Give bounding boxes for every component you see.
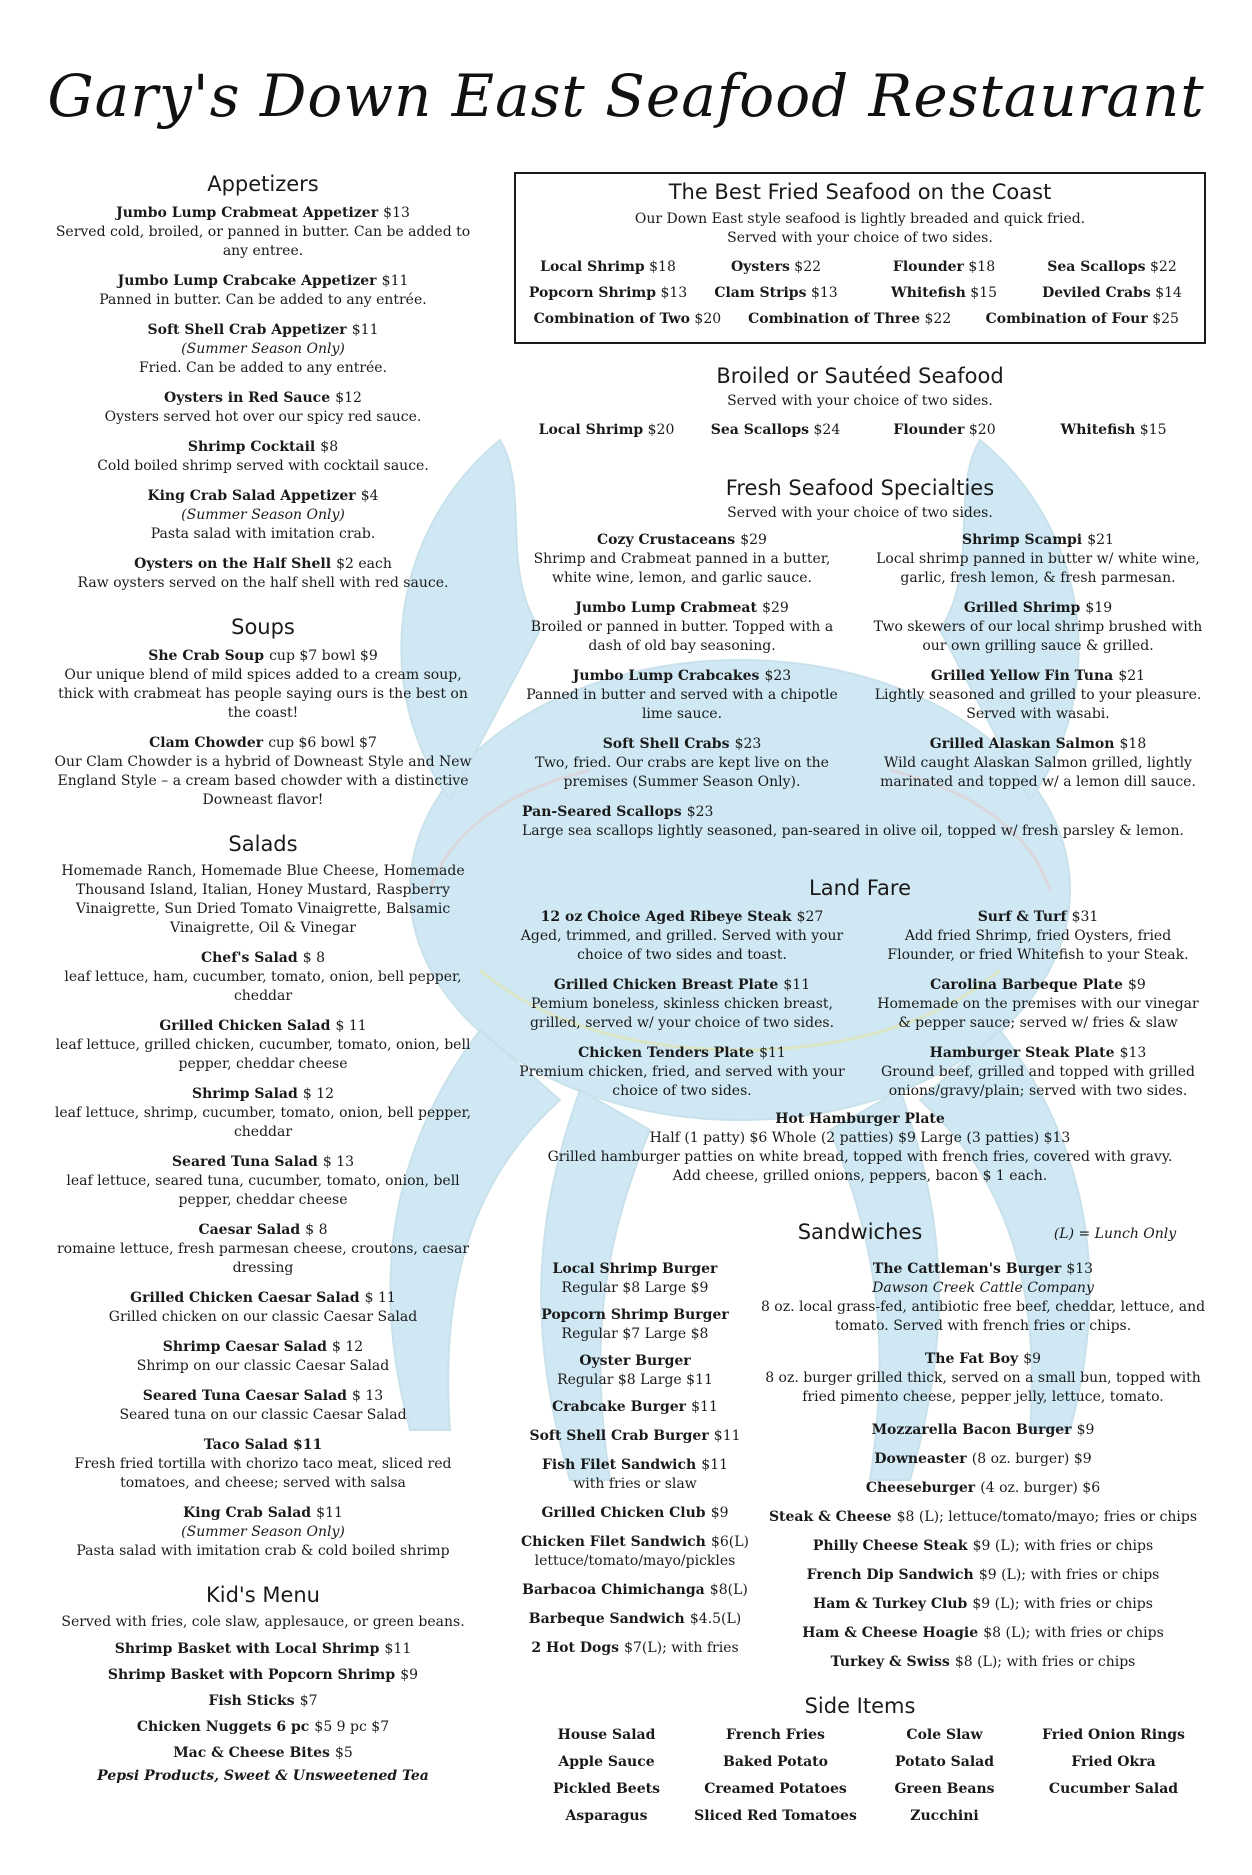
menu-item: Clam Chowder cup $6 bowl $7 Our Clam Chowder is a hybrid of Downeast Style and New England Style – a cream based chowder with a distinctive Downeast flavor! <box>54 735 472 808</box>
side-item: Sliced Red Tomatoes <box>694 1808 857 1824</box>
menu-item: Jumbo Lump Crabcake Appetizer $11 Panned in butter. Can be added to any entrée. <box>99 273 427 308</box>
menu-item: Fish Filet Sandwich $11 with fries or slaw <box>541 1457 729 1492</box>
menu-item: Grilled Yellow Fin Tuna $21 Lightly seasoned and grilled to your pleasure. Served with wasabi. <box>874 668 1202 722</box>
specialties-heading: Fresh Seafood Specialties <box>725 476 995 500</box>
menu-item: The Cattleman's Burger $13 Dawson Creek Cattle Company 8 oz. local grass-fed, antibiotic free beef, cheddar, lettuce, and tomato. Served with french fries or chips. <box>760 1261 1206 1334</box>
menu-item: Ham & Cheese Hoagie $8 (L); with fries or chips <box>802 1625 1164 1641</box>
menu-item: The Fat Boy $9 8 oz. burger grilled thick, served on a small bun, topped with fried pimento cheese, pepper jelly, lettuce, tomato. <box>765 1351 1201 1405</box>
side-item: Pickled Beets <box>553 1781 660 1797</box>
menu-item: Combination of Four $25 <box>985 311 1179 327</box>
drinks-note: Pepsi Products, Sweet & Unsweetened Tea <box>97 1768 429 1784</box>
menu-item: Shrimp Scampi $21 Local shrimp panned in butter w/ white wine, garlic, fresh lemon, & fresh parmesan. <box>876 532 1200 586</box>
menu-item: Soft Shell Crabs $23 Two, fried. Our crabs are kept live on the premises (Summer Season Only). <box>535 736 829 790</box>
sandwiches-left <box>514 1258 756 1666</box>
menu-item: Caesar Salad $ 8 romaine lettuce, fresh parmesan cheese, croutons, caesar dressing <box>56 1222 470 1276</box>
specialties-section <box>514 476 1206 841</box>
menu-item: Combination of Three $22 <box>748 311 952 327</box>
menu-item: Hamburger Steak Plate $13 Ground beef, grilled and topped with grilled onions/gravy/plain; served with two sides. <box>881 1045 1195 1099</box>
fried-heading: The Best Fried Seafood on the Coast <box>668 180 1052 204</box>
menu-item: Jumbo Lump Crabmeat Appetizer $13 Served cold, broiled, or panned in butter. Can be added to any entree. <box>55 205 471 259</box>
side-item: Fried Okra <box>1071 1754 1156 1770</box>
broiled-heading: Broiled or Sautéed Seafood <box>716 364 1004 388</box>
menu-item: Cozy Crustaceans $29 Shrimp and Crabmeat panned in a butter, white wine, lemon, and garlic sauce. <box>533 532 831 586</box>
menu-item: French Dip Sandwich $9 (L); with fries or chips <box>806 1567 1160 1583</box>
side-items-grid <box>514 1722 1206 1830</box>
menu-item: 12 oz Choice Aged Ribeye Steak $27 Aged, trimmed, and grilled. Served with your choice of two sides and toast. <box>520 909 844 963</box>
fried-intro-sides: Served with your choice of two sides. <box>727 230 993 246</box>
side-item: Cole Slaw <box>906 1727 983 1743</box>
menu-item: Shrimp Salad $ 12 leaf lettuce, shrimp, cucumber, tomato, onion, bell pepper, cheddar <box>54 1086 472 1140</box>
menu-item: Grilled Alaskan Salmon $18 Wild caught Alaskan Salmon grilled, lightly marinated and topped w/ a lemon dill sauce. <box>880 736 1196 790</box>
menu-item: Grilled Chicken Club $9 <box>541 1505 729 1521</box>
menu-item: Barbacoa Chimichanga $8(L) <box>522 1582 748 1598</box>
menu-item: Ham & Turkey Club $9 (L); with fries or chips <box>813 1596 1153 1612</box>
menu-item: Chicken Nuggets 6 pc $5 9 pc $7 <box>136 1719 390 1735</box>
soups-heading: Soups <box>231 615 295 639</box>
menu-item: Surf & Turf $31 Add fried Shrimp, fried Oysters, fried Flounder, or fried Whitefish to your Steak. <box>887 909 1189 963</box>
menu-item: Chicken Tenders Plate $11 Premium chicken, fried, and served with your choice of two sides. <box>519 1045 845 1099</box>
menu-item: Whitefish $15 <box>1060 422 1167 438</box>
fried-items <box>516 254 1204 306</box>
menu-item: Soft Shell Crab Appetizer $11 (Summer Season Only) Fried. Can be added to any entrée. <box>138 322 388 376</box>
kids-menu-heading: Kid's Menu <box>206 1583 320 1607</box>
land-fare-grid <box>514 906 1206 1110</box>
side-item: Asparagus <box>565 1808 648 1824</box>
side-item: Potato Salad <box>894 1754 995 1770</box>
lunch-only-note: (L) = Lunch Only <box>1053 1226 1177 1242</box>
side-item: House Salad <box>557 1727 656 1743</box>
side-item: French Fries <box>726 1727 825 1743</box>
menu-item: Combination of Two $20 <box>533 311 722 327</box>
menu-item: Popcorn Shrimp $13 <box>528 285 688 301</box>
broiled-items <box>514 417 1206 443</box>
menu-item: Fish Sticks $7 <box>208 1693 318 1709</box>
salads-heading: Salads <box>228 832 298 856</box>
menu-item: Sea Scallops $24 <box>710 422 841 438</box>
menu-item: 2 Hot Dogs $7(L); with fries <box>531 1640 739 1656</box>
fried-combinations <box>516 306 1204 332</box>
menu-item: Local Shrimp $20 <box>538 422 675 438</box>
specialties-grid <box>514 529 1206 801</box>
menu-item: Mozzarella Bacon Burger $9 <box>871 1422 1095 1438</box>
menu-item: Grilled Chicken Salad $ 11 leaf lettuce, grilled chicken, cucumber, tomato, onion, bell pepper, cheddar cheese <box>55 1018 471 1072</box>
menu-item: Soft Shell Crab Burger $11 <box>529 1428 741 1444</box>
menu-item: Grilled Chicken Caesar Salad $ 11 Grilled chicken on our classic Caesar Salad <box>108 1290 418 1325</box>
side-item: Fried Onion Rings <box>1042 1727 1185 1743</box>
menu-item: Chicken Filet Sandwich $6(L) lettuce/tomato/mayo/pickles <box>520 1534 749 1569</box>
menu-item: Shrimp Basket with Popcorn Shrimp $9 <box>107 1667 419 1683</box>
menu-item: King Crab Salad Appetizer $4 (Summer Season Only) Pasta salad with imitation crab. <box>147 488 379 542</box>
land-fare-heading: Land Fare <box>809 876 911 900</box>
left-column <box>48 172 478 1784</box>
menu-item: King Crab Salad $11 (Summer Season Only) Pasta salad with imitation crab & cold boiled shrimp <box>76 1505 450 1559</box>
menu-item: Chef's Salad $ 8 leaf lettuce, ham, cucumber, tomato, onion, bell pepper, cheddar <box>64 950 462 1004</box>
menu-item: Flounder $20 <box>893 422 996 438</box>
menu-item: Jumbo Lump Crabmeat $29 Broiled or panned in butter. Topped with a dash of old bay seasoning. <box>530 600 834 654</box>
menu-item: Grilled Chicken Breast Plate $11 Pemium boneless, skinless chicken breast, grilled, served w/ your choice of two sides. <box>529 977 835 1031</box>
menu-item: Shrimp Cocktail $8 Cold boiled shrimp served with cocktail sauce. <box>97 439 429 474</box>
menu-item: Whitefish $15 <box>890 285 998 301</box>
menu-item: Shrimp Caesar Salad $ 12 Shrimp on our classic Caesar Salad <box>136 1339 390 1374</box>
side-items-heading: Side Items <box>804 1694 916 1718</box>
menu-item: Taco Salad $11 Fresh fried tortilla with chorizo taco meat, sliced red tomatoes, and cheese; served with salsa <box>74 1437 452 1491</box>
specialties-intro: Served with your choice of two sides. <box>727 505 993 521</box>
menu-item: Seared Tuna Caesar Salad $ 13 Seared tuna on our classic Caesar Salad <box>119 1388 407 1423</box>
menu-item: Crabcake Burger $11 <box>552 1399 718 1415</box>
kids-intro: Served with fries, cole slaw, applesauce, or green beans. <box>61 1614 465 1630</box>
side-item: Cucumber Salad <box>1048 1781 1179 1797</box>
sandwiches-heading: Sandwiches <box>797 1220 923 1244</box>
menu-item: Local Shrimp Burger Regular $8 Large $9 <box>552 1261 718 1296</box>
menu-item: Barbeque Sandwich $4.5(L) <box>528 1611 742 1627</box>
side-item: Creamed Potatoes <box>704 1781 847 1797</box>
menu-item: Oysters in Red Sauce $12 Oysters served hot over our spicy red sauce. <box>104 390 422 425</box>
fried-intro: Our Down East style seafood is lightly breaded and quick fried. <box>634 211 1086 227</box>
menu-item: Pan-Seared Scallops $23 Large sea scallops lightly seasoned, pan-seared in olive oil, topped w/ fresh parsley & lemon. <box>522 804 1184 839</box>
menu-item: Local Shrimp $18 <box>540 259 676 275</box>
restaurant-title: Gary's Down East Seafood Restaurant <box>47 62 1205 130</box>
menu-item: Cheeseburger (4 oz. burger) $6 <box>865 1480 1101 1496</box>
menu-item: Turkey & Swiss $8 (L); with fries or chips <box>830 1654 1136 1670</box>
menu-item: Sea Scallops $22 <box>1047 259 1177 275</box>
land-fare-section <box>514 876 1206 1186</box>
side-item: Green Beans <box>894 1781 995 1797</box>
menu-item: Hot Hamburger Plate Half (1 patty) $6 Whole (2 patties) $9 Large (3 patties) $13 Grilled hamburger patties on white bread, topped with french fries, covered with gravy. Add cheese, grilled onions, peppers, bacon $ 1 each. <box>547 1111 1173 1184</box>
side-item: Baked Potato <box>722 1754 828 1770</box>
appetizers-heading: Appetizers <box>207 172 319 196</box>
menu-item: Flounder $18 <box>892 259 996 275</box>
menu-item: Mac & Cheese Bites $5 <box>173 1745 353 1761</box>
menu-item: Steak & Cheese $8 (L); lettuce/tomato/mayo; fries or chips <box>768 1509 1198 1525</box>
fried-seafood-box <box>514 172 1206 344</box>
menu-item: Seared Tuna Salad $ 13 leaf lettuce, seared tuna, cucumber, tomato, onion, bell pepper, cheddar cheese <box>66 1154 460 1208</box>
menu-item: Deviled Crabs $14 <box>1042 285 1182 301</box>
menu-item: Oysters $22 <box>730 259 822 275</box>
menu-item: She Crab Soup cup $7 bowl $9 Our unique blend of mild spices added to a cream soup, thick with crabmeat has people saying ours is the best on the coast! <box>58 648 468 721</box>
side-items-section <box>514 1694 1206 1830</box>
sandwiches-right <box>760 1258 1206 1680</box>
broiled-intro: Served with your choice of two sides. <box>727 393 993 409</box>
menu-item: Popcorn Shrimp Burger Regular $7 Large $8 <box>541 1307 729 1342</box>
dressings-list: Homemade Ranch, Homemade Blue Cheese, Homemade Thousand Island, Italian, Honey Mustard, Raspberry Vinaigrette, Sun Dried Tomato Vinaigrette, Balsamic Vinaigrette, Oil & Vinegar <box>61 863 465 936</box>
side-item: Zucchini <box>910 1808 979 1824</box>
menu-item: Carolina Barbeque Plate $9 Homemade on the premises with our vinegar & pepper sauce; served w/ fries & slaw <box>877 977 1199 1031</box>
menu-item: Oyster Burger Regular $8 Large $11 <box>557 1353 713 1388</box>
menu-item: Clam Strips $13 <box>714 285 838 301</box>
broiled-section <box>514 364 1206 443</box>
menu-item: Philly Cheese Steak $9 (L); with fries or chips <box>812 1538 1154 1554</box>
side-item: Apple Sauce <box>558 1754 655 1770</box>
menu-item: Oysters on the Half Shell $2 each Raw oysters served on the half shell with red sauce. <box>77 556 449 591</box>
menu-item: Grilled Shrimp $19 Two skewers of our local shrimp brushed with our own grilling sauce & grilled. <box>873 600 1203 654</box>
menu-item: Jumbo Lump Crabcakes $23 Panned in butter and served with a chipotle lime sauce. <box>526 668 838 722</box>
menu-item: Downeaster (8 oz. burger) $9 <box>874 1451 1092 1467</box>
menu-item: Shrimp Basket with Local Shrimp $11 <box>114 1641 412 1657</box>
